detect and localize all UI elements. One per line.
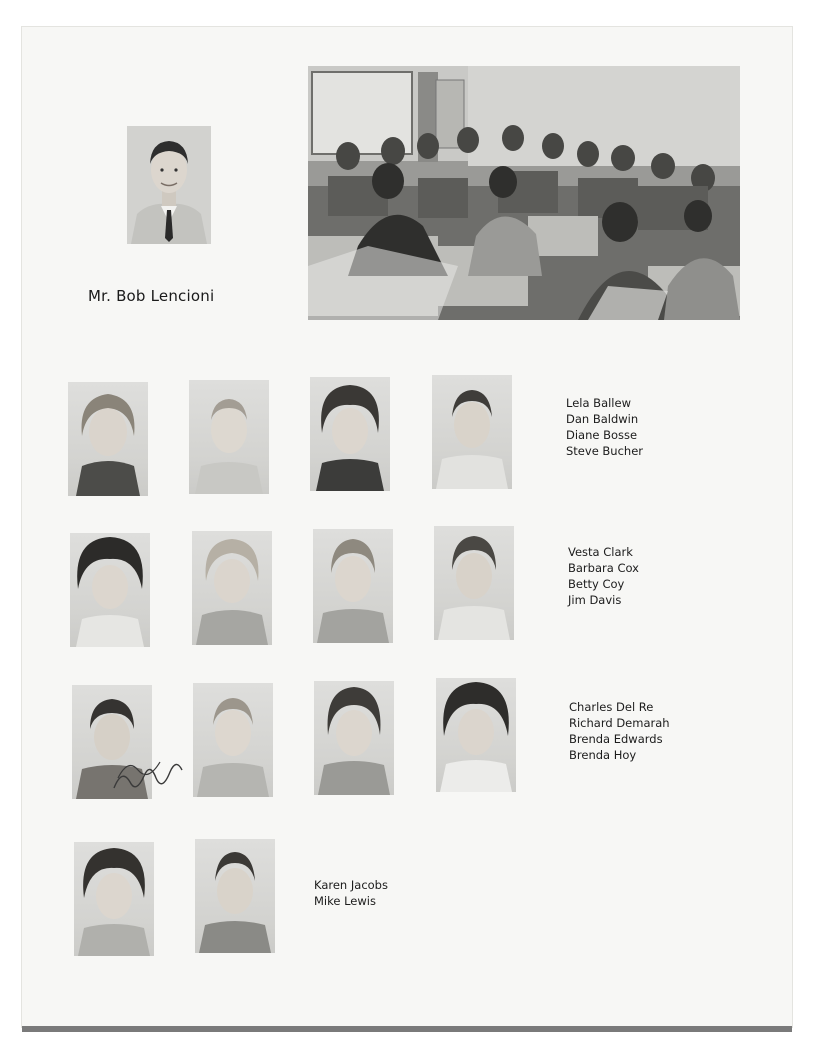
- student-name: Barbara Cox: [568, 561, 639, 575]
- student-name: Jim Davis: [568, 593, 622, 607]
- student-portrait: [189, 380, 269, 494]
- student-name: Charles Del Re: [569, 700, 654, 714]
- student-portrait: [436, 678, 516, 792]
- student-name: Vesta Clark: [568, 545, 633, 559]
- student-portrait: [193, 683, 273, 797]
- classroom-photo: [308, 66, 740, 320]
- student-portrait: [310, 377, 390, 491]
- student-name: Brenda Edwards: [569, 732, 663, 746]
- student-name: Lela Ballew: [566, 396, 631, 410]
- student-name: Brenda Hoy: [569, 748, 637, 762]
- student-name: Dan Baldwin: [566, 412, 639, 426]
- row-3-names: [569, 699, 670, 763]
- student-portrait: [195, 839, 275, 953]
- student-name: Richard Demarah: [569, 716, 670, 730]
- student-portrait: [70, 533, 150, 647]
- student-portrait: [314, 681, 394, 795]
- student-portrait: [313, 529, 393, 643]
- row-1-names: [566, 395, 643, 459]
- teacher-portrait: [127, 126, 211, 244]
- handwritten-signature: [108, 748, 188, 798]
- row-4-names: [314, 877, 388, 909]
- student-name: Karen Jacobs: [314, 878, 388, 892]
- teacher-name: Mr. Bob Lencioni: [88, 287, 215, 305]
- student-portrait: [74, 842, 154, 956]
- student-portrait: [434, 526, 514, 640]
- student-portrait: [68, 382, 148, 496]
- student-name: Mike Lewis: [314, 894, 376, 908]
- student-name: Diane Bosse: [566, 428, 638, 442]
- row-2-names: [568, 544, 639, 608]
- page-edge-shadow: [22, 1026, 792, 1032]
- student-portrait: [432, 375, 512, 489]
- student-portrait: [192, 531, 272, 645]
- student-name: Betty Coy: [568, 577, 625, 591]
- student-name: Steve Bucher: [566, 444, 644, 458]
